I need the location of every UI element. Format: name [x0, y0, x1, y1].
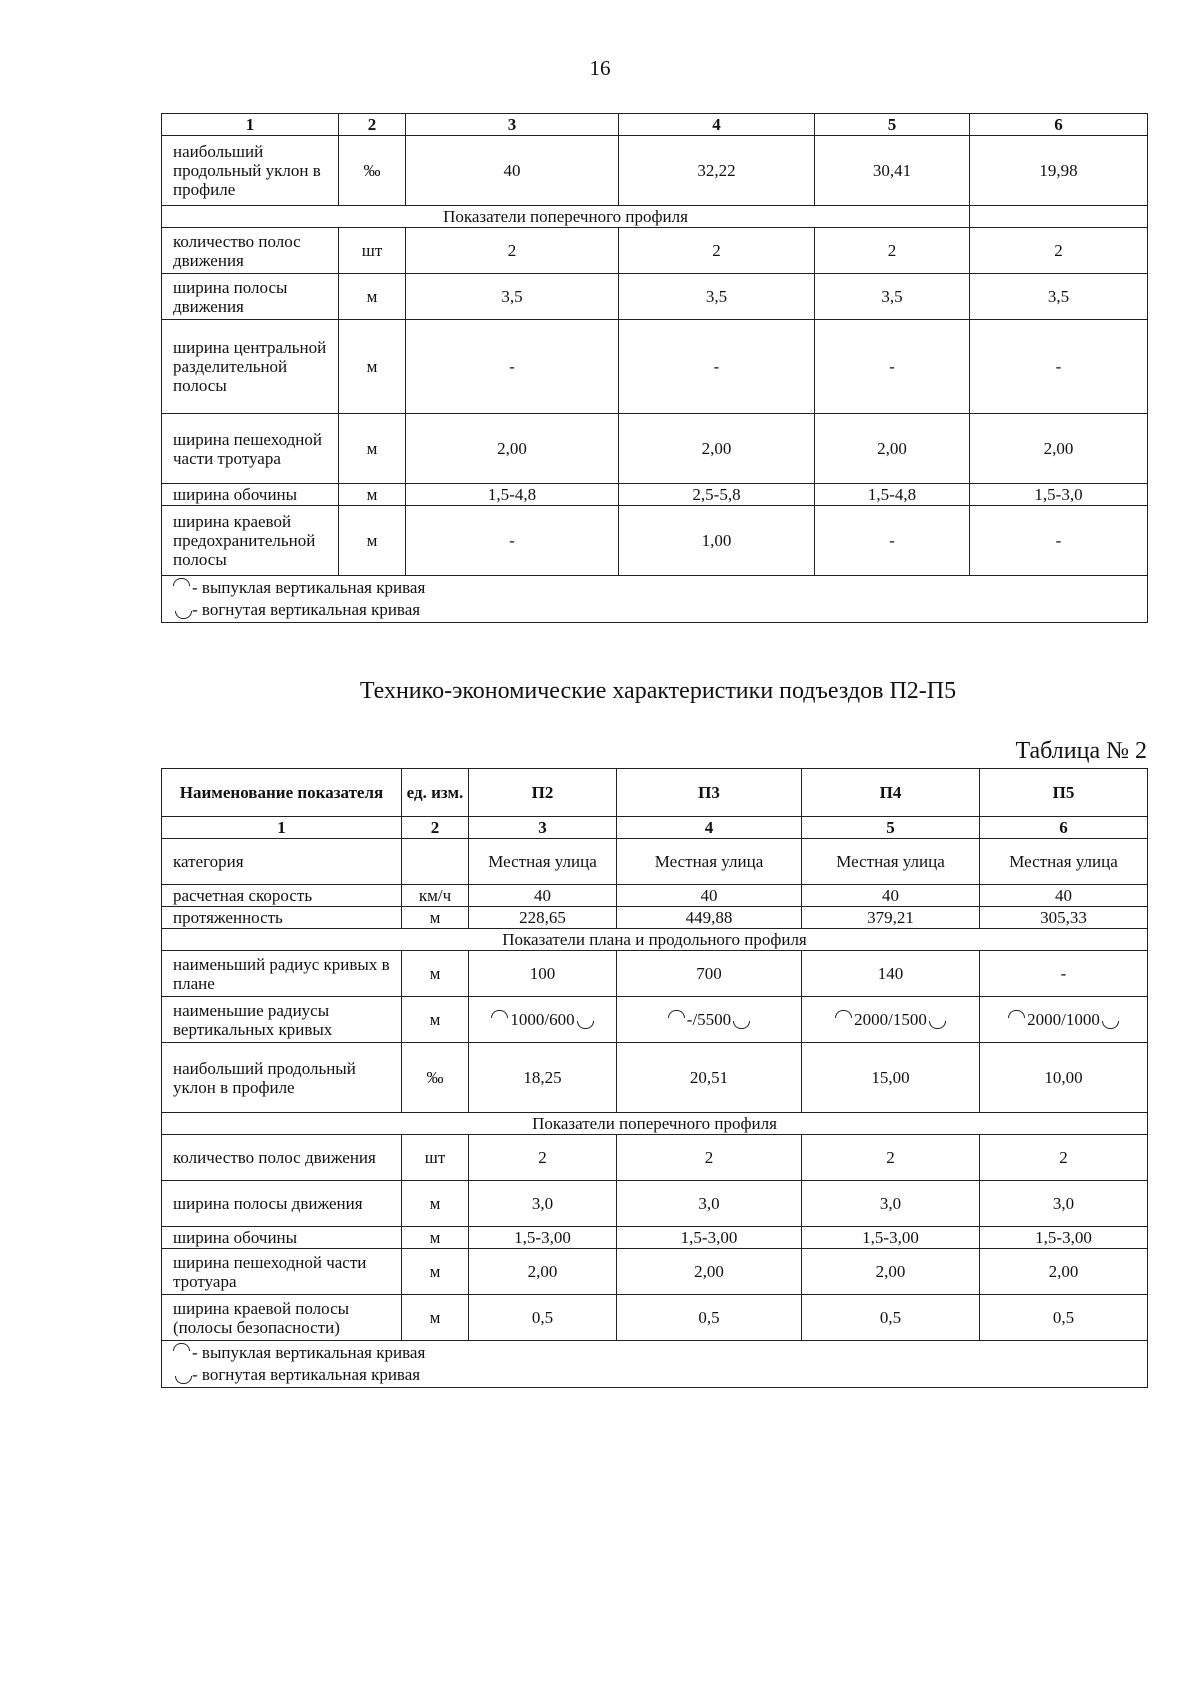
legend-concave-text: - вогнутая вертикальная кривая	[192, 600, 421, 619]
table-row	[162, 1043, 1148, 1113]
cell-value: 100	[469, 951, 617, 997]
legend-convex	[173, 577, 1143, 599]
row-unit: ‰	[402, 1043, 469, 1113]
header-col: П3	[617, 769, 802, 817]
cell-value: 20,51	[617, 1043, 802, 1113]
radius-value: 2000/1000	[1027, 1010, 1100, 1029]
table-row	[162, 1249, 1148, 1295]
cell-value: 0,5	[980, 1295, 1148, 1341]
cell-value: 3,5	[406, 274, 619, 320]
legend-row	[162, 1341, 1148, 1388]
table-row	[162, 484, 1148, 506]
table-row	[162, 1227, 1148, 1249]
col-number: 2	[402, 817, 469, 839]
cell-value: -	[406, 320, 619, 414]
cell-value: 2	[617, 1135, 802, 1181]
legend	[162, 1341, 1148, 1388]
row-label: наименьший радиус кривых в плане	[162, 951, 402, 997]
table-row	[162, 997, 1148, 1043]
row-unit: м	[402, 1181, 469, 1227]
col-number: 1	[162, 114, 339, 136]
col-number: 5	[802, 817, 980, 839]
cell-value: 30,41	[815, 136, 970, 206]
cell-value: 10,00	[980, 1043, 1148, 1113]
row-label: ширина полосы движения	[162, 1181, 402, 1227]
col-number: 3	[469, 817, 617, 839]
cell-value: 3,0	[469, 1181, 617, 1227]
concave-curve-icon	[577, 1021, 594, 1029]
cell-value: -	[815, 320, 970, 414]
cell-value	[617, 997, 802, 1043]
row-unit: км/ч	[402, 885, 469, 907]
row-label: ширина центральной разделительной полосы	[162, 320, 339, 414]
row-label: категория	[162, 839, 402, 885]
row-unit: м	[402, 1227, 469, 1249]
cell-value: 40	[980, 885, 1148, 907]
table-row	[162, 951, 1148, 997]
concave-curve-icon	[733, 1021, 750, 1029]
page-number: 16	[589, 56, 611, 80]
radius-value: -/5500	[686, 1010, 732, 1029]
section-title: Показатели поперечного профиля	[162, 206, 970, 228]
row-label: ширина полосы движения	[162, 274, 339, 320]
cell-value: -	[970, 506, 1148, 576]
cell-value: 2,00	[469, 1249, 617, 1295]
table-1	[161, 113, 1148, 623]
legend-convex-text: - выпуклая вертикальная кривая	[192, 578, 426, 597]
cell-value: 40	[469, 885, 617, 907]
cell-value: 140	[802, 951, 980, 997]
cell-value: 2	[469, 1135, 617, 1181]
cell-value	[980, 997, 1148, 1043]
cell-value: 2,00	[815, 414, 970, 484]
cell-value: 2,00	[980, 1249, 1148, 1295]
cell-value: 2	[980, 1135, 1148, 1181]
cell-value: 700	[617, 951, 802, 997]
concave-curve-icon	[175, 1376, 192, 1384]
concave-curve-icon	[1102, 1021, 1119, 1029]
cell-value: 2	[406, 228, 619, 274]
table-row	[162, 1295, 1148, 1341]
row-label: наибольший продольный уклон в профиле	[162, 1043, 402, 1113]
row-unit: шт	[402, 1135, 469, 1181]
table-2	[161, 768, 1148, 1388]
col-number: 1	[162, 817, 402, 839]
row-unit: м	[339, 274, 406, 320]
section-row	[162, 206, 1148, 228]
cell-value: -	[406, 506, 619, 576]
row-unit: шт	[339, 228, 406, 274]
row-label: наибольший продольный уклон в профиле	[162, 136, 339, 206]
col-number: 6	[980, 817, 1148, 839]
empty-cell	[970, 206, 1148, 228]
table-caption: Таблица № 2	[1015, 738, 1147, 764]
row-label: количество полос движения	[162, 1135, 402, 1181]
cell-value: 3,0	[617, 1181, 802, 1227]
cell-value: 2	[802, 1135, 980, 1181]
cell-value: 2,00	[406, 414, 619, 484]
column-numbers-row	[162, 817, 1148, 839]
section-row	[162, 929, 1148, 951]
cell-value: -	[970, 320, 1148, 414]
cell-value: -	[619, 320, 815, 414]
cell-value: 2,00	[619, 414, 815, 484]
legend-concave-text: - вогнутая вертикальная кривая	[192, 1365, 421, 1384]
convex-curve-icon	[491, 1010, 508, 1018]
row-unit: м	[402, 907, 469, 929]
cell-value: 1,5-3,00	[980, 1227, 1148, 1249]
cell-value: 40	[617, 885, 802, 907]
cell-value: 40	[406, 136, 619, 206]
row-label: ширина краевой полосы (полосы безопасности)	[162, 1295, 402, 1341]
cell-value: 449,88	[617, 907, 802, 929]
table-row	[162, 320, 1148, 414]
table-row	[162, 228, 1148, 274]
row-unit	[402, 839, 469, 885]
col-number: 4	[617, 817, 802, 839]
cell-value: 3,0	[802, 1181, 980, 1227]
cell-value: Местная улица	[469, 839, 617, 885]
row-label: ширина пешеходной части тротуара	[162, 1249, 402, 1295]
header-col: П4	[802, 769, 980, 817]
legend-concave	[173, 1364, 1143, 1386]
legend-row	[162, 576, 1148, 623]
table-row	[162, 885, 1148, 907]
cell-value: Местная улица	[802, 839, 980, 885]
radius-value: 1000/600	[510, 1010, 575, 1029]
cell-value: Местная улица	[617, 839, 802, 885]
cell-value: 18,25	[469, 1043, 617, 1113]
cell-value: 2,00	[970, 414, 1148, 484]
section-title: Показатели плана и продольного профиля	[162, 929, 1148, 951]
row-label: наименьшие радиусы вертикальных кривых	[162, 997, 402, 1043]
cell-value: 1,5-3,00	[802, 1227, 980, 1249]
cell-value: -	[815, 506, 970, 576]
convex-curve-icon	[1008, 1010, 1025, 1018]
cell-value: 2	[619, 228, 815, 274]
cell-value: 3,5	[815, 274, 970, 320]
legend	[162, 576, 1148, 623]
row-unit: м	[339, 320, 406, 414]
cell-value: 379,21	[802, 907, 980, 929]
convex-curve-icon	[668, 1010, 685, 1018]
row-unit: ‰	[339, 136, 406, 206]
table-row	[162, 414, 1148, 484]
table-row	[162, 506, 1148, 576]
cell-value: Местная улица	[980, 839, 1148, 885]
table-row	[162, 1181, 1148, 1227]
row-unit: м	[402, 1295, 469, 1341]
cell-value: 1,5-4,8	[815, 484, 970, 506]
row-unit: м	[402, 1249, 469, 1295]
col-number: 2	[339, 114, 406, 136]
row-unit: м	[402, 997, 469, 1043]
row-unit: м	[402, 951, 469, 997]
table-row	[162, 1135, 1148, 1181]
header-name: Наименование показателя	[162, 769, 402, 817]
cell-value: 32,22	[619, 136, 815, 206]
cell-value: 0,5	[802, 1295, 980, 1341]
cell-value: 40	[802, 885, 980, 907]
row-unit: м	[339, 484, 406, 506]
table-row	[162, 274, 1148, 320]
header-unit: ед. изм.	[402, 769, 469, 817]
cell-value: 1,5-3,0	[970, 484, 1148, 506]
cell-value: 0,5	[617, 1295, 802, 1341]
row-label: расчетная скорость	[162, 885, 402, 907]
cell-value: 2,00	[617, 1249, 802, 1295]
row-unit: м	[339, 414, 406, 484]
section-title: Показатели поперечного профиля	[162, 1113, 1148, 1135]
col-number: 3	[406, 114, 619, 136]
cell-value: 3,0	[980, 1181, 1148, 1227]
header-col: П2	[469, 769, 617, 817]
legend-convex-text: - выпуклая вертикальная кривая	[192, 1343, 426, 1362]
cell-value: 1,5-3,00	[617, 1227, 802, 1249]
cell-value: 228,65	[469, 907, 617, 929]
convex-curve-icon	[835, 1010, 852, 1018]
table-row	[162, 839, 1148, 885]
concave-curve-icon	[175, 611, 192, 619]
header-row	[162, 769, 1148, 817]
legend-convex	[173, 1342, 1143, 1364]
cell-value: 3,5	[619, 274, 815, 320]
cell-value: 1,00	[619, 506, 815, 576]
column-numbers-row	[162, 114, 1148, 136]
section-row	[162, 1113, 1148, 1135]
row-label: ширина пешеходной части тротуара	[162, 414, 339, 484]
cell-value: 2	[970, 228, 1148, 274]
concave-curve-icon	[929, 1021, 946, 1029]
radius-value: 2000/1500	[854, 1010, 927, 1029]
header-col: П5	[980, 769, 1148, 817]
cell-value	[469, 997, 617, 1043]
convex-curve-icon	[173, 578, 190, 586]
col-number: 4	[619, 114, 815, 136]
cell-value: 19,98	[970, 136, 1148, 206]
cell-value: 3,5	[970, 274, 1148, 320]
table-row	[162, 136, 1148, 206]
section-heading: Технико-экономические характеристики подъездов П2-П5	[359, 678, 957, 704]
cell-value: 2	[815, 228, 970, 274]
row-label: ширина обочины	[162, 484, 339, 506]
cell-value	[802, 997, 980, 1043]
row-label: ширина краевой предохранительной полосы	[162, 506, 339, 576]
cell-value: 1,5-3,00	[469, 1227, 617, 1249]
cell-value: 2,5-5,8	[619, 484, 815, 506]
row-label: количество полос движения	[162, 228, 339, 274]
col-number: 5	[815, 114, 970, 136]
row-label: ширина обочины	[162, 1227, 402, 1249]
cell-value: 305,33	[980, 907, 1148, 929]
cell-value: 2,00	[802, 1249, 980, 1295]
cell-value: 1,5-4,8	[406, 484, 619, 506]
cell-value: 0,5	[469, 1295, 617, 1341]
row-unit: м	[339, 506, 406, 576]
col-number: 6	[970, 114, 1148, 136]
cell-value: 15,00	[802, 1043, 980, 1113]
legend-concave	[173, 599, 1143, 621]
cell-value: -	[980, 951, 1148, 997]
convex-curve-icon	[173, 1343, 190, 1351]
row-label: протяженность	[162, 907, 402, 929]
table-row	[162, 907, 1148, 929]
